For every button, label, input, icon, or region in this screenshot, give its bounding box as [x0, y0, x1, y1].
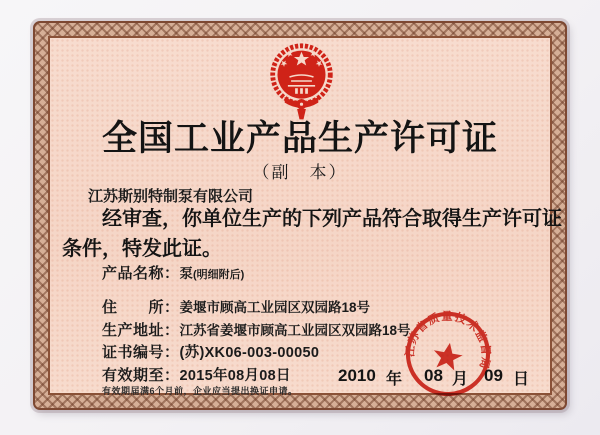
china-national-emblem-icon: [259, 41, 344, 121]
certificate-title: 全国工业产品生产许可证: [101, 119, 498, 158]
field-label: 证书编号：: [102, 344, 180, 361]
product-note: (明细附后): [193, 269, 245, 281]
issue-year-unit: 年: [386, 371, 403, 388]
field-label: 有效期至：: [102, 367, 180, 384]
field-product-name: [102, 262, 244, 283]
issue-day-unit: 日: [513, 371, 530, 388]
statement-line-2: 条件，特发此证。: [62, 238, 222, 260]
field-registered-address: [102, 296, 370, 317]
statement-line-1: 经审查，你单位生产的下列产品符合取得生产许可证: [102, 208, 562, 230]
field-value: (苏)XK06-003-00050: [179, 345, 320, 361]
company-name: 江苏斯别特制泵有限公司: [88, 188, 254, 205]
issue-month-unit: 月: [452, 371, 469, 388]
issue-day: 09: [484, 366, 503, 385]
official-seal: [398, 304, 498, 404]
certificate-paper: [48, 36, 562, 396]
issue-year: 2010: [338, 366, 376, 385]
field-label: 产品名称：: [102, 265, 180, 282]
field-label: 住 所：: [102, 299, 180, 316]
certificate: [33, 21, 567, 410]
statement-paragraph: [62, 204, 562, 264]
certificate-subtitle: （副 本）: [252, 163, 348, 182]
field-value: 泵: [179, 266, 194, 281]
field-production-address: [102, 319, 411, 340]
field-value: 2015年08月08日: [179, 368, 291, 384]
renewal-footnote: 有效期届满6个月前，企业应当提出换证申请。: [102, 386, 298, 396]
field-certificate-number: [102, 341, 319, 362]
field-value: 姜堰市顾高工业园区双园路18号: [179, 300, 371, 315]
issue-month: 08: [424, 366, 443, 385]
field-value: 江苏省姜堰市顾高工业园区双园路18号: [179, 323, 411, 338]
seal-text: 江苏省质量技术监督局: [404, 310, 492, 372]
field-label: 生产地址：: [102, 322, 180, 339]
